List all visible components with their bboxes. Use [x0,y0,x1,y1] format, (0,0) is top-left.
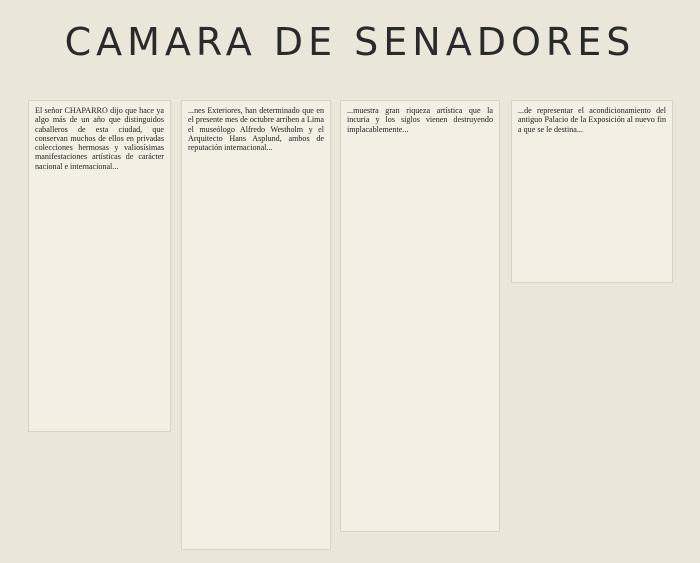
header [0,0,700,92]
column-text: ...nes Exteriores, han determinado que en el presente mes de octubre arriben a Lima el museólogo Alfredo Westholm y el Arquitecto Hans Asplund, ambos de reputación internacional... [188,106,324,153]
article-column [28,100,171,432]
article-column [181,100,331,550]
article-column [340,100,500,532]
page-title: CAMARA DE SENADORES [64,20,636,64]
article-columns [24,100,680,553]
column-text: ...de representar el acondicionamiento del antiguo Palacio de la Exposición al nuevo fin a que se le destina... [518,106,666,134]
article-column [511,100,673,283]
column-text: ...muestra gran riqueza artística que la incuria y los siglos vienen destruyendo implacablemente... [347,106,493,134]
column-text: El señor CHAPARRO dijo que hace ya algo más de un año que distinguidos caballeros de esta ciudad, que conservan muchos de ellos en privadas colecciones hermosas y valiosísimas manifestaciones artísticas de carácter nacional e internacional... [35,106,164,171]
